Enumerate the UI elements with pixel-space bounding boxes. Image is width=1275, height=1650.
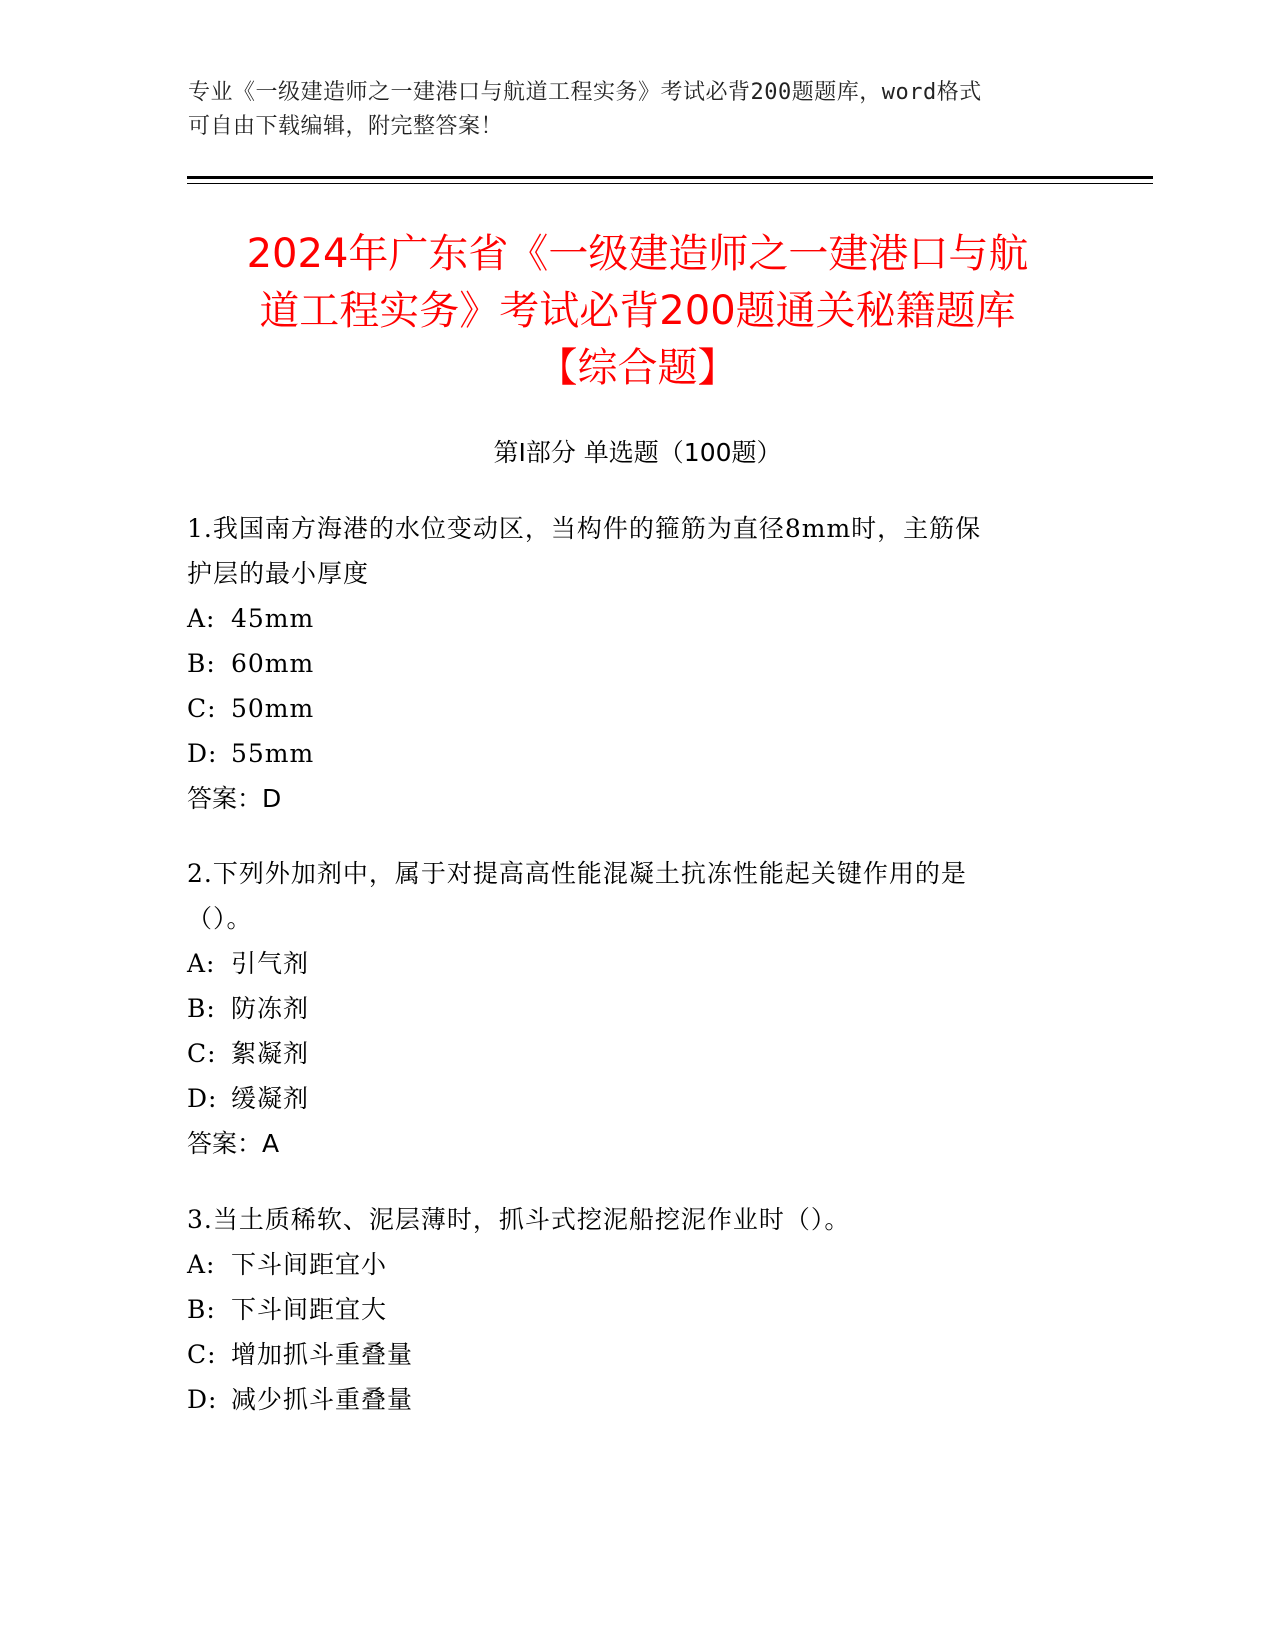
- option-letter: A:: [187, 604, 216, 633]
- option-d: [187, 1076, 1087, 1121]
- option-text: 防冻剂: [231, 994, 310, 1023]
- option-text: 45mm: [231, 604, 315, 633]
- option-c: [187, 1332, 1087, 1377]
- title-line-1: 2024年广东省《一级建造师之一建港口与航: [246, 231, 1029, 277]
- option-a: [187, 1242, 1087, 1287]
- title-line-2: 道工程实务》考试必背200题通关秘籍题库: [259, 288, 1016, 334]
- question-1: [187, 506, 1087, 821]
- document-title: [150, 226, 1125, 397]
- question-2: [187, 851, 1087, 1166]
- option-text: 下斗间距宜大: [231, 1295, 388, 1324]
- option-text: 减少抓斗重叠量: [231, 1385, 414, 1414]
- title-line-3: 【综合题】: [537, 345, 738, 391]
- option-d: [187, 731, 1087, 776]
- option-text: 引气剂: [231, 949, 310, 978]
- option-letter: B:: [187, 1295, 216, 1324]
- option-a: [187, 596, 1087, 641]
- option-text: 增加抓斗重叠量: [231, 1340, 414, 1369]
- option-letter: D:: [187, 1385, 218, 1414]
- question-stem-line-2: （）。: [187, 904, 253, 933]
- option-c: [187, 1031, 1087, 1076]
- option-b: [187, 1287, 1087, 1332]
- answer: 答案：D: [187, 784, 282, 813]
- option-c: [187, 686, 1087, 731]
- option-letter: D:: [187, 1084, 218, 1113]
- option-letter: C:: [187, 1340, 217, 1369]
- option-a: [187, 941, 1087, 986]
- section-heading: 第Ⅰ部分 单选题（100题）: [493, 438, 782, 467]
- option-b: [187, 986, 1087, 1031]
- option-letter: D:: [187, 739, 218, 768]
- header-note: [188, 76, 1088, 144]
- option-text: 絮凝剂: [231, 1039, 310, 1068]
- header-note-line-2: 可自由下载编辑，附完整答案！: [188, 114, 504, 139]
- header-note-line-1: 专业《一级建造师之一建港口与航道工程实务》考试必背200题题库，word格式: [188, 80, 982, 105]
- option-b: [187, 641, 1087, 686]
- header-divider-thick: [187, 176, 1153, 179]
- answer: 答案：A: [187, 1129, 280, 1158]
- option-letter: A:: [187, 1250, 216, 1279]
- option-text: 55mm: [231, 739, 315, 768]
- option-letter: B:: [187, 649, 216, 678]
- option-letter: C:: [187, 1039, 217, 1068]
- option-text: 60mm: [231, 649, 315, 678]
- question-stem-line-1: 2.下列外加剂中，属于对提高高性能混凝土抗冻性能起关键作用的是: [187, 859, 967, 888]
- option-letter: A:: [187, 949, 216, 978]
- question-stem-line-1: 3.当土质稀软、泥层薄时，抓斗式挖泥船挖泥作业时（）。: [187, 1205, 851, 1234]
- question-stem-line-1: 1.我国南方海港的水位变动区，当构件的箍筋为直径8mm时，主筋保: [187, 514, 982, 543]
- header-divider-thin: [187, 183, 1153, 184]
- option-d: [187, 1377, 1087, 1422]
- question-stem-line-2: 护层的最小厚度: [187, 559, 370, 588]
- question-3: [187, 1197, 1087, 1422]
- option-text: 下斗间距宜小: [231, 1250, 388, 1279]
- option-text: 缓凝剂: [231, 1084, 310, 1113]
- option-letter: C:: [187, 694, 217, 723]
- option-text: 50mm: [231, 694, 315, 723]
- option-letter: B:: [187, 994, 216, 1023]
